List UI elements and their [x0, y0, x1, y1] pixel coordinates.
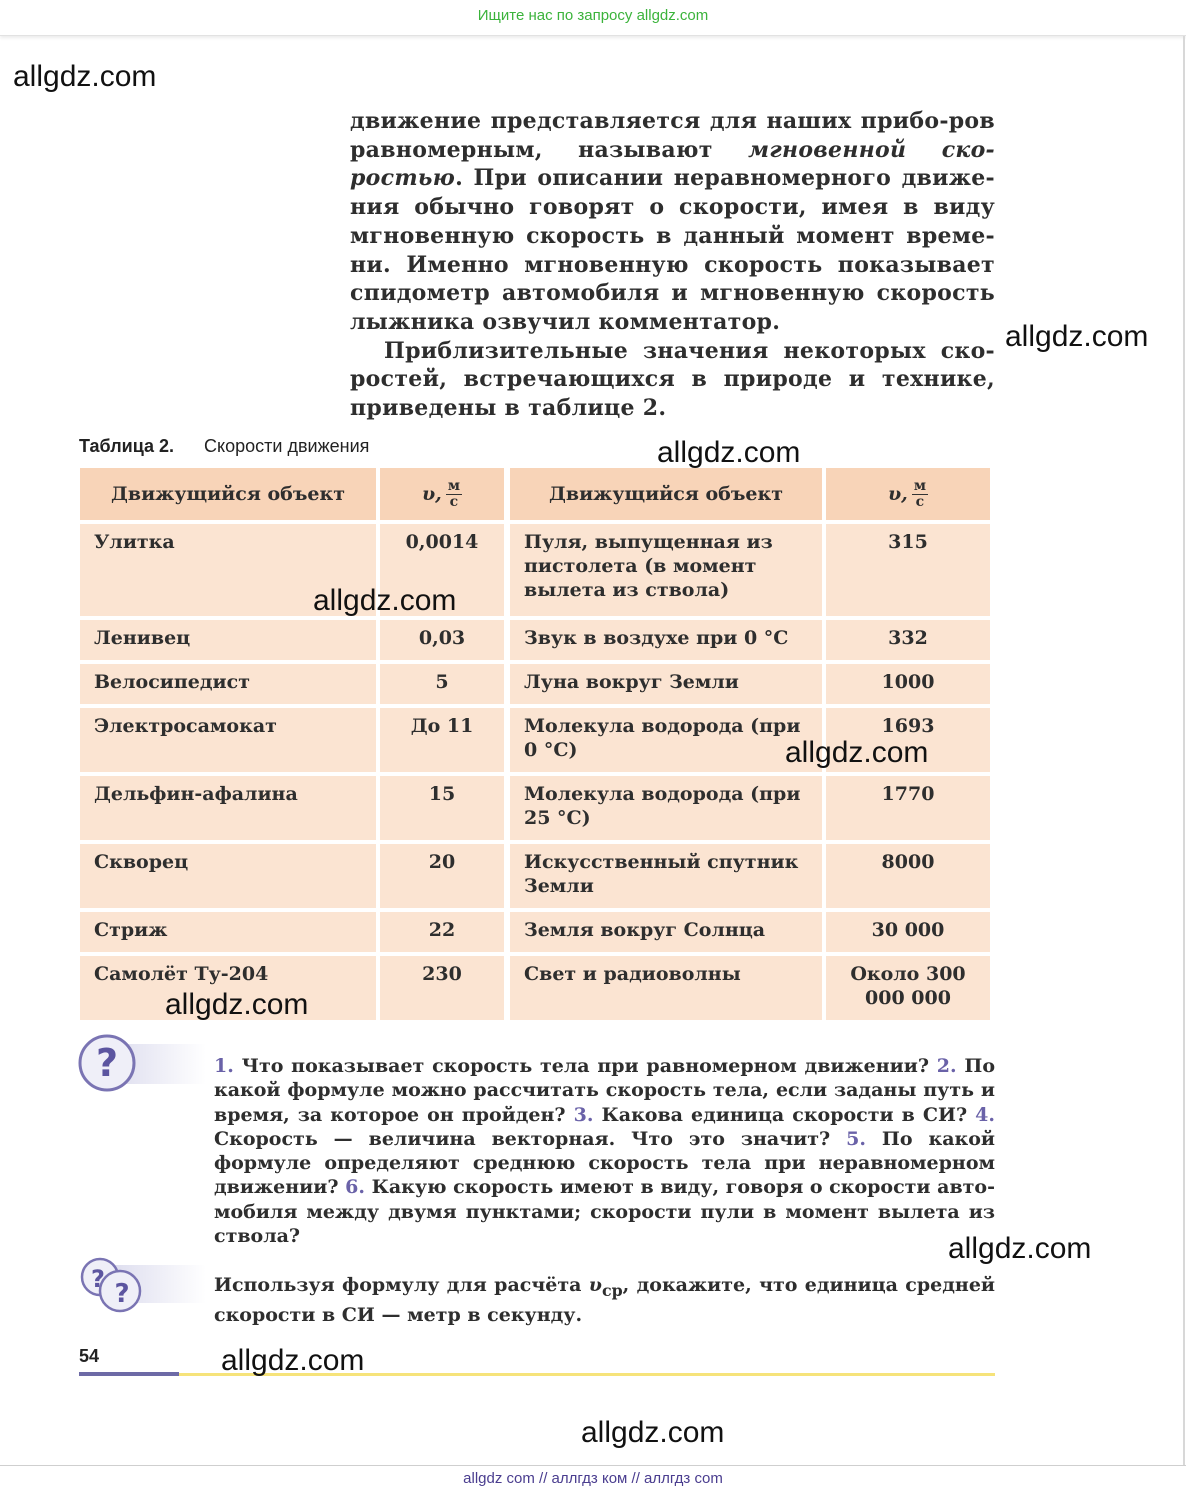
table-caption-label: Таблица 2.: [79, 436, 175, 456]
object-cell: Земля вокруг Солнца: [510, 912, 822, 952]
object-cell: Пуля, выпущенная из пистолета (в момент вылета из ствола): [510, 524, 822, 616]
question-number: 6.: [345, 1176, 365, 1199]
object-cell: Дельфин-афалина: [80, 776, 376, 840]
page-number: 54: [79, 1346, 100, 1366]
watermark: allgdz.com: [313, 584, 457, 617]
speed-cell: 8000: [826, 844, 990, 908]
page-number-underline: [79, 1372, 179, 1376]
object-cell: Велосипедист: [80, 664, 376, 704]
speed-cell: 0,0014: [380, 524, 504, 616]
speed-cell: 1693: [826, 708, 990, 772]
table-row: [80, 664, 990, 704]
object-cell: Свет и радиоволны: [510, 956, 822, 1020]
object-cell: Звук в воздухе при 0 °С: [510, 620, 822, 660]
watermark: allgdz.com: [581, 1416, 725, 1449]
table-header-row: [80, 468, 990, 520]
question-number: 1.: [214, 1055, 234, 1077]
svg-text:?: ?: [91, 1265, 105, 1293]
table-caption-title: Скорости движения: [204, 436, 370, 456]
speed-cell: 315: [826, 524, 990, 616]
table-row: [80, 524, 990, 616]
header-speed-left: υ, $\frac{м}{с}$: [380, 468, 504, 520]
table-row: [80, 620, 990, 660]
speed-cell: 30 000: [826, 912, 990, 952]
svg-text:?: ?: [114, 1279, 130, 1309]
term-instant-speed: мгновенной ско-ростью: [350, 136, 995, 192]
task-text: Используя формулу для расчёта $\upsilon_{ср}$, докажите, что единица средней скорости в СИ — метр в секунду.: [214, 1274, 995, 1327]
question-number: 4.: [975, 1103, 995, 1126]
watermark: allgdz.com: [13, 60, 157, 93]
speed-cell: 22: [380, 912, 504, 952]
question-text: По какой формуле определяют среднюю скорость тела при неравномерном движении?: [214, 1127, 995, 1199]
body-text: [350, 107, 995, 423]
header-speed-right: υ, $\frac{м}{с}$: [826, 468, 990, 520]
speed-cell: До 11: [380, 708, 504, 772]
paragraph-2: Приблизительные значения некоторых ско-ростей, встречающихся в природе и технике, приведены в таблице 2.: [350, 337, 995, 422]
question-number: 5.: [846, 1127, 866, 1150]
watermark: allgdz.com: [785, 736, 929, 769]
question-icon: [78, 1030, 206, 1096]
watermark: allgdz.com: [221, 1344, 365, 1377]
question-text: Какова единица скорости в СИ?: [593, 1103, 976, 1126]
object-cell: Молекула водорода (при 0 °С): [510, 708, 822, 772]
object-cell: Скворец: [80, 844, 376, 908]
object-cell: Самолёт Ту-204: [80, 956, 376, 1020]
table-body: [80, 524, 990, 1020]
object-cell: Ленивец: [80, 620, 376, 660]
watermark: allgdz.com: [165, 988, 309, 1021]
top-banner[interactable]: Ищите нас по запросу allgdz.com: [0, 0, 1186, 36]
question-text: По какой формуле можно рассчитать скорость тела, если заданы путь и время, за которое он пройден?: [214, 1055, 995, 1126]
question-text: Скорость — величина векторная. Что это значит?: [214, 1127, 847, 1150]
object-cell: Луна вокруг Земли: [510, 664, 822, 704]
question-text: Что показывает скорость тела при равномерном движении?: [233, 1055, 937, 1077]
speed-cell: Около 300 000 000: [826, 956, 990, 1020]
speed-cell: 230: [380, 956, 504, 1020]
table-caption: [79, 436, 369, 457]
page-frame-right: [1183, 36, 1185, 1466]
speed-cell: 20: [380, 844, 504, 908]
watermark: allgdz.com: [948, 1232, 1092, 1265]
watermark: allgdz.com: [657, 436, 801, 469]
object-cell: Стриж: [80, 912, 376, 952]
object-cell: Молекула водорода (при 25 °С): [510, 776, 822, 840]
object-cell: Электросамокат: [80, 708, 376, 772]
question-number: 2.: [936, 1055, 957, 1077]
object-cell: Улитка: [80, 524, 376, 616]
speed-cell: 15: [380, 776, 504, 840]
speed-cell: 1000: [826, 664, 990, 704]
paragraph-1: движение представляется для наших прибо-ров равномерным, называют мгновенной ско-ростью. При описании неравномерного движе-ния обычно говорят о скорости, имея в виду мгновенную скорость в данный момент време-ни. Именно мгновенную скорость показывает спидометр автомобиля и мгновенную скорость лыжника озвучил комментатор.: [350, 108, 995, 335]
page-frame-bottom: [0, 1465, 1186, 1466]
header-object-right: Движущийся объект: [510, 468, 822, 520]
speed-cell: 1770: [826, 776, 990, 840]
review-questions: [214, 1054, 995, 1248]
question-number: 3.: [573, 1103, 594, 1126]
discussion-icon: [78, 1255, 206, 1317]
object-cell: Искусственный спутник Земли: [510, 844, 822, 908]
table-row: [80, 912, 990, 952]
speed-cell: 332: [826, 620, 990, 660]
question-text: Какую скорость имеют в виду, говоря о скорости авто-мобиля между двумя пунктами; скорости пули в момент вылета из ствола?: [214, 1176, 995, 1248]
footer-links[interactable]: allgdz com // аллгдз ком // аллгдз com: [463, 1470, 723, 1487]
table-row: [80, 844, 990, 908]
table-row: [80, 776, 990, 840]
header-object-left: Движущийся объект: [80, 468, 376, 520]
speed-cell: 0,03: [380, 620, 504, 660]
speed-cell: 5: [380, 664, 504, 704]
svg-text:?: ?: [95, 1041, 119, 1085]
watermark: allgdz.com: [1005, 320, 1149, 353]
